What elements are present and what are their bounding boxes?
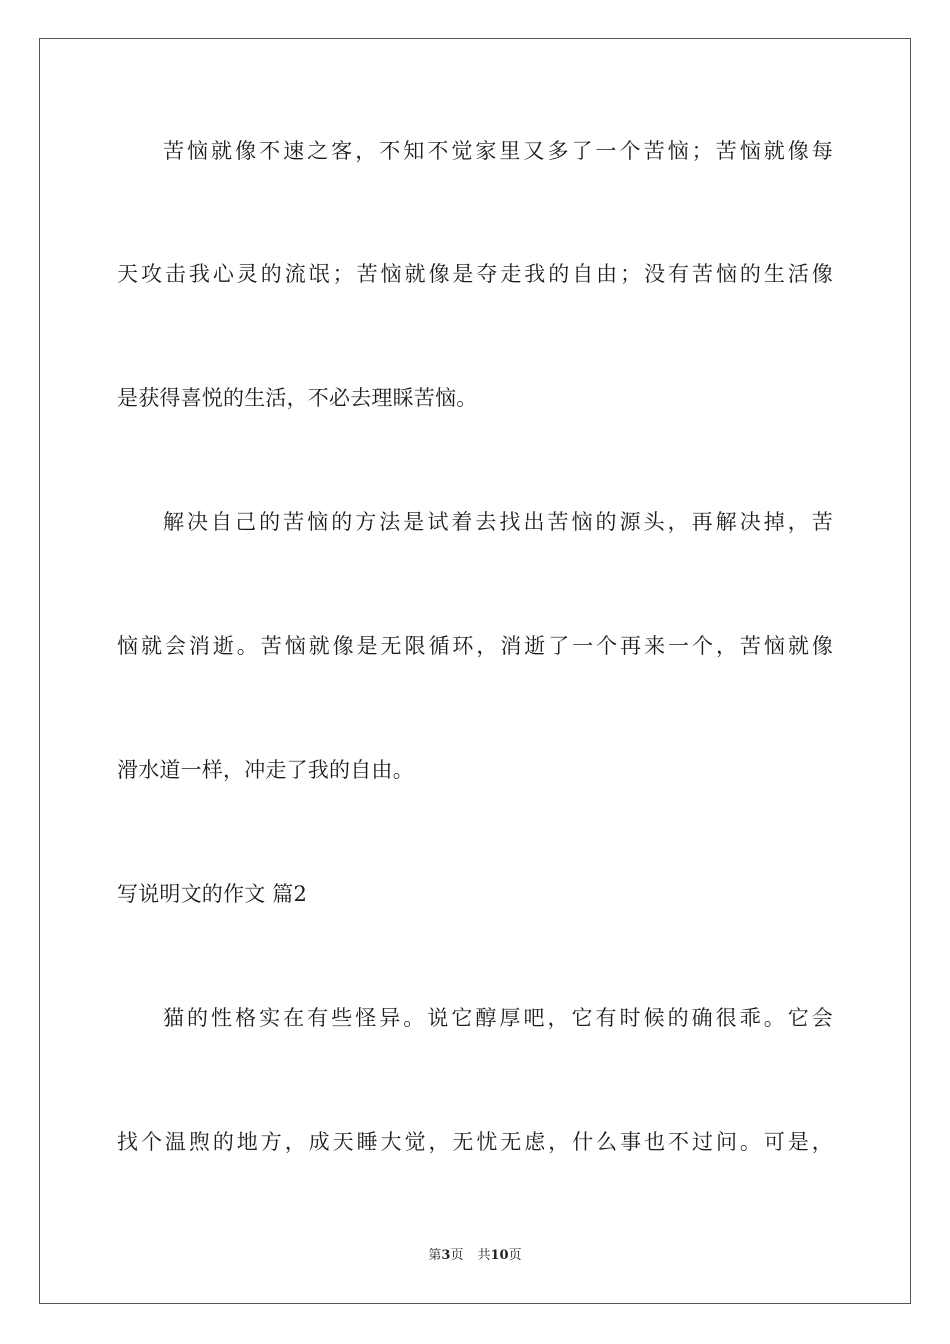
paragraph-1-line-3: 是获得喜悦的生活，不必去理睬苦恼。 (117, 386, 478, 410)
footer-page-prefix: 第 (428, 1248, 442, 1263)
footer-total-prefix: 共 (477, 1248, 491, 1263)
page-footer (0, 1247, 950, 1265)
paragraph-2-line-1: 解决自己的苦恼的方法是试着去找出苦恼的源头，再解决掉，苦 (163, 510, 833, 534)
paragraph-3-line-1: 猫的性格实在有些怪异。说它醇厚吧，它有时候的确很乖。它会 (163, 1006, 833, 1030)
footer-page-total: 10 (490, 1248, 509, 1263)
section-heading: 写说明文的作文 篇2 (117, 882, 308, 906)
paragraph-2-line-2: 恼就会消逝。苦恼就像是无限循环，消逝了一个再来一个，苦恼就像 (117, 634, 833, 658)
paragraph-2-line-3: 滑水道一样，冲走了我的自由。 (117, 758, 414, 782)
footer-total-suffix: 页 (508, 1248, 522, 1263)
footer-page-current: 3 (441, 1248, 451, 1263)
paragraph-1-line-1: 苦恼就像不速之客，不知不觉家里又多了一个苦恼；苦恼就像每 (163, 139, 833, 163)
page-border (39, 38, 911, 1304)
paragraph-1-line-2: 天攻击我心灵的流氓；苦恼就像是夺走我的自由；没有苦恼的生活像 (117, 262, 833, 286)
footer-page-suffix: 页 (450, 1248, 464, 1263)
paragraph-3-line-2: 找个温煦的地方，成天睡大觉，无忧无虑，什么事也不过问。可是， (117, 1130, 833, 1154)
